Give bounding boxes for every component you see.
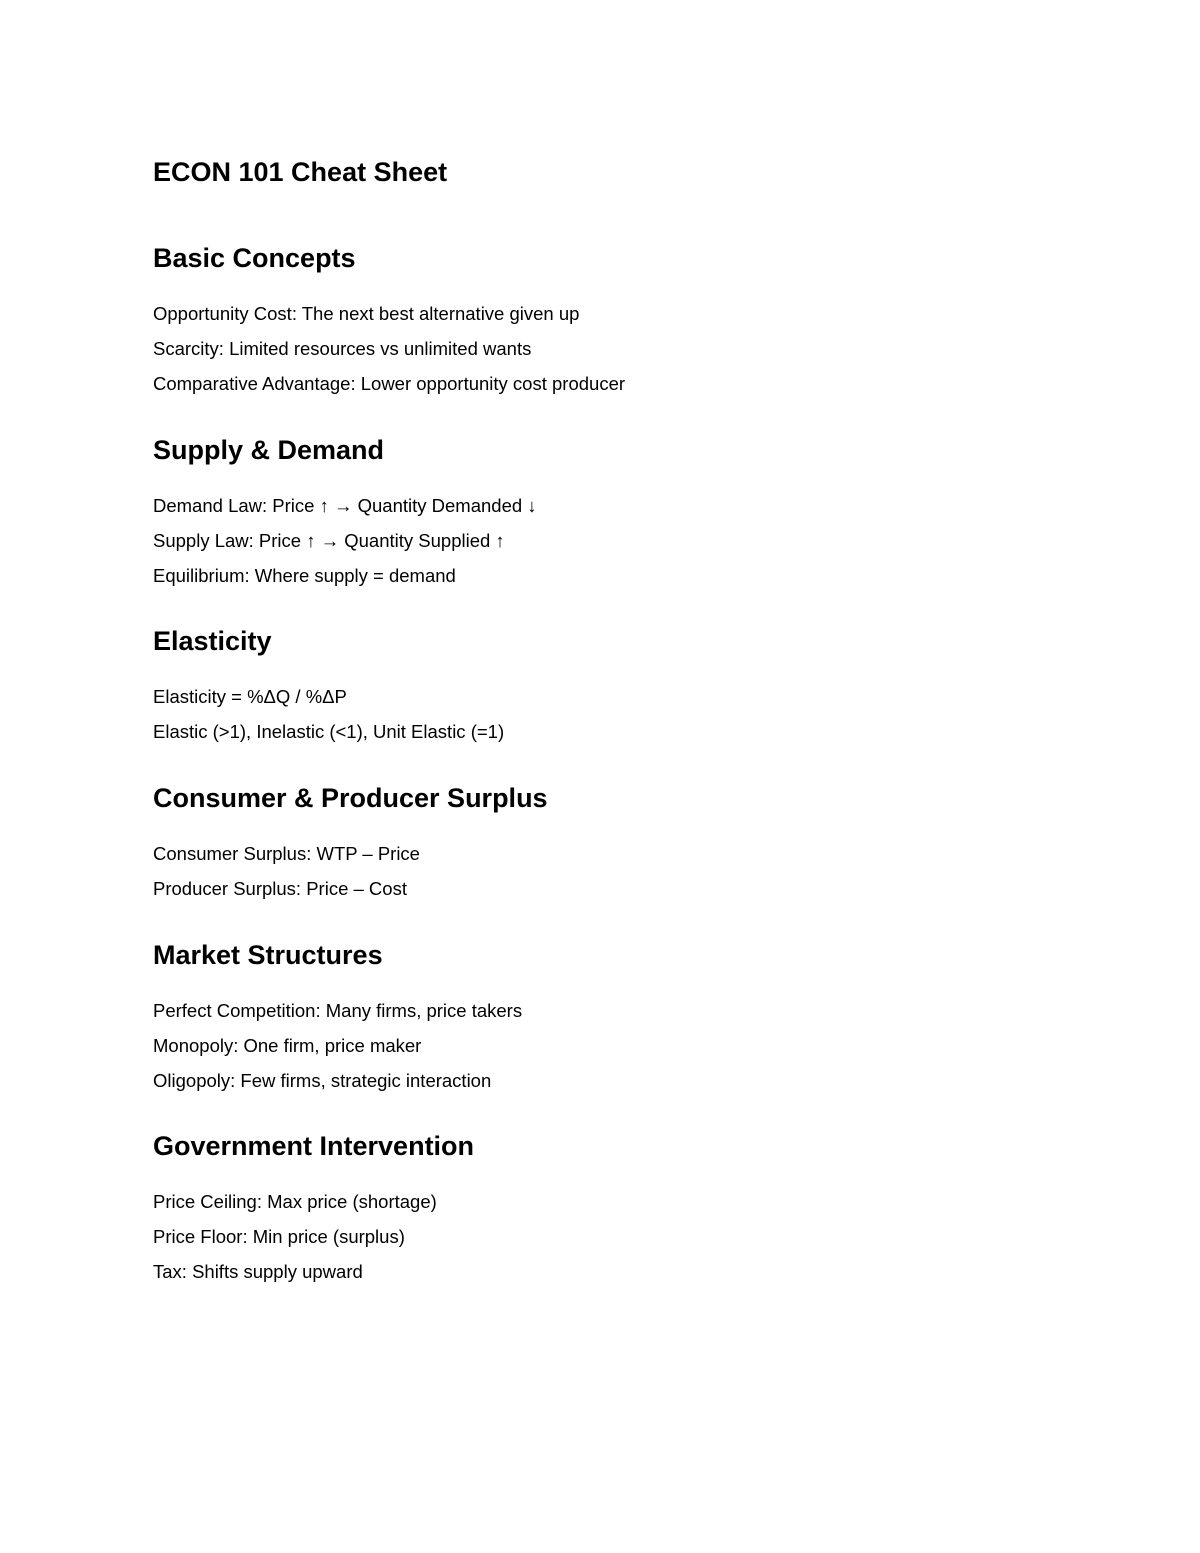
section-heading: Basic Concepts [153,243,356,273]
section-lines [153,296,625,401]
section-line: Elasticity = %ΔQ / %ΔP [153,686,347,707]
section-line: Oligopoly: Few firms, strategic interaction [153,1070,492,1091]
section-basic-concepts [153,239,625,401]
section-line: Equilibrium: Where supply = demand [153,565,456,586]
section-supply-demand [153,431,537,593]
section-elasticity [153,622,504,749]
section-line: Producer Surplus: Price – Cost [153,878,407,899]
section-lines [153,679,504,749]
section-heading: Government Intervention [153,1131,475,1161]
section-line: Supply Law: Price ↑ → Quantity Supplied ↑ [153,530,505,551]
section-lines [153,836,548,906]
section-line: Scarcity: Limited resources vs unlimited wants [153,338,532,359]
section-lines [153,993,522,1098]
document-title: ECON 101 Cheat Sheet [153,157,448,187]
section-line: Tax: Shifts supply upward [153,1261,363,1282]
section-line: Consumer Surplus: WTP – Price [153,843,420,864]
section-line: Opportunity Cost: The next best alternative given up [153,303,580,324]
section-lines [153,488,537,593]
section-line: Price Ceiling: Max price (shortage) [153,1191,437,1212]
section-heading: Consumer & Producer Surplus [153,783,548,813]
section-market-structures [153,936,522,1098]
section-line: Elastic (>1), Inelastic (<1), Unit Elastic (=1) [153,721,505,742]
section-heading: Elasticity [153,626,272,656]
section-line: Demand Law: Price ↑ → Quantity Demanded ↓ [153,495,537,516]
section-heading: Market Structures [153,940,383,970]
section-government-intervention [153,1127,474,1289]
section-line: Comparative Advantage: Lower opportunity cost producer [153,373,626,394]
section-consumer-producer-surplus [153,779,548,906]
section-line: Monopoly: One firm, price maker [153,1035,422,1056]
section-lines [153,1184,474,1289]
section-heading: Supply & Demand [153,435,385,465]
section-line: Price Floor: Min price (surplus) [153,1226,405,1247]
section-line: Perfect Competition: Many firms, price takers [153,1000,523,1021]
